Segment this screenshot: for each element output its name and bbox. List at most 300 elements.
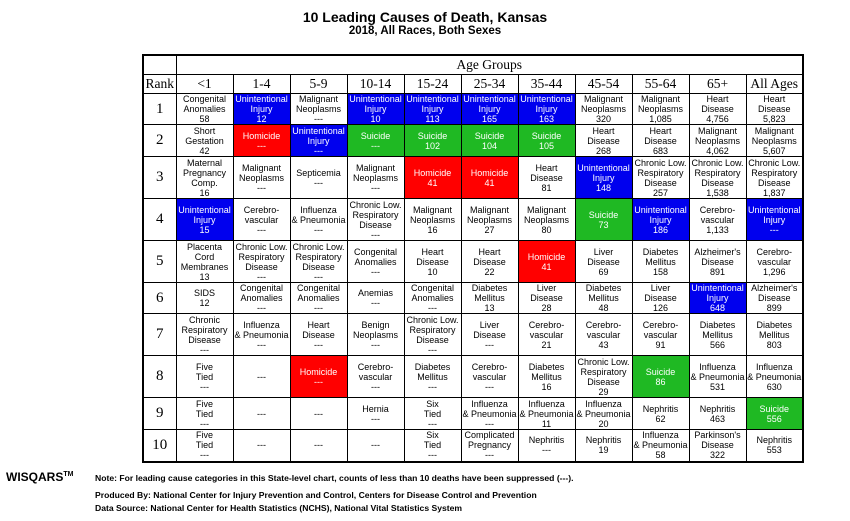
cause-label: Suicide — [417, 130, 448, 141]
cause-label: Unintentional Injury — [235, 94, 288, 114]
cause-cell — [461, 314, 518, 356]
cause-cell — [575, 283, 632, 314]
rank-cell: 10 — [143, 430, 176, 462]
cause-label: SIDS — [193, 288, 215, 298]
cause-cell — [347, 157, 404, 199]
logo-trademark: TM — [63, 471, 74, 478]
cause-cell — [461, 157, 518, 199]
cause-cell — [290, 430, 347, 462]
death-count: --- — [428, 381, 437, 392]
cause-cell — [347, 199, 404, 241]
death-count: --- — [428, 344, 437, 355]
cause-label: Liver Disease — [644, 283, 677, 303]
death-count: --- — [371, 413, 380, 424]
death-count: 257 — [652, 187, 669, 198]
death-count: 165 — [481, 114, 498, 124]
cause-label: Homicide — [470, 167, 509, 178]
cause-label: Chronic Low. Respiratory Disease — [748, 157, 801, 188]
cause-cell — [689, 314, 746, 356]
death-count: --- — [428, 418, 437, 429]
cause-cell — [518, 199, 575, 241]
death-count: --- — [371, 229, 380, 240]
age-column-header: All Ages — [746, 75, 803, 94]
cause-cell — [404, 199, 461, 241]
cause-label: Hernia — [362, 403, 389, 414]
age-column-header: 25-34 — [461, 75, 518, 94]
cause-label: Congenital Anomalies — [182, 94, 227, 114]
cause-cell — [746, 94, 803, 125]
death-count: --- — [314, 408, 323, 419]
death-count: --- — [428, 450, 437, 461]
cause-cell — [176, 314, 233, 356]
cause-cell — [689, 199, 746, 241]
cause-cell — [461, 283, 518, 314]
cause-label: Diabetes Mellitus — [471, 283, 508, 303]
age-column-header: 1-4 — [233, 75, 290, 94]
rank-cell: 7 — [143, 314, 176, 356]
death-count: --- — [257, 408, 266, 419]
age-column-header: 35-44 — [518, 75, 575, 94]
cause-cell — [290, 283, 347, 314]
wisqars-logo — [6, 470, 73, 484]
death-count: 4,756 — [706, 114, 729, 124]
cause-label: Benign Neoplasms — [352, 319, 399, 340]
cause-cell — [404, 94, 461, 125]
cause-label: Heart Disease — [530, 162, 563, 183]
age-column-header: 5-9 — [290, 75, 347, 94]
cause-cell — [746, 283, 803, 314]
cause-label: Unintentional Injury — [463, 94, 516, 114]
cause-label: Complicated Pregnancy — [464, 430, 515, 451]
death-count: 86 — [655, 376, 666, 387]
death-count: --- — [257, 224, 266, 235]
cause-cell — [575, 241, 632, 283]
cause-cell — [290, 94, 347, 125]
cause-cell — [632, 430, 689, 462]
cause-label: Suicide — [588, 209, 619, 220]
cause-cell — [689, 430, 746, 462]
cause-label: Suicide — [531, 130, 562, 141]
cause-label: Five Tied — [195, 430, 214, 451]
table-row — [143, 356, 803, 398]
cause-label: Unintentional Injury — [691, 283, 744, 303]
cause-cell — [746, 430, 803, 462]
death-count: --- — [257, 440, 266, 451]
death-count: --- — [371, 266, 380, 277]
cause-cell — [404, 314, 461, 356]
death-count: 41 — [427, 177, 438, 188]
cause-label: Nephritis — [585, 435, 622, 446]
column-header-row — [143, 75, 803, 94]
death-count: --- — [200, 418, 209, 429]
cause-cell — [689, 94, 746, 125]
rank-cell: 3 — [143, 157, 176, 199]
cause-label: Chronic Low. Respiratory Disease — [406, 314, 459, 345]
cause-cell — [347, 398, 404, 430]
cause-label: Unintentional Injury — [520, 94, 573, 114]
cause-cell — [347, 94, 404, 125]
age-groups-header: Age Groups — [176, 55, 803, 75]
cause-cell — [518, 283, 575, 314]
death-count: --- — [371, 298, 380, 308]
cause-label: Diabetes Mellitus — [756, 319, 793, 340]
cause-cell — [233, 157, 290, 199]
cause-cell — [746, 314, 803, 356]
death-count: 113 — [425, 114, 440, 124]
death-count: 105 — [538, 140, 555, 151]
death-count: 62 — [655, 413, 666, 424]
death-count: 10 — [427, 266, 438, 277]
cause-label: Placenta Cord Membranes — [180, 241, 229, 272]
cause-cell — [689, 241, 746, 283]
table-row — [143, 430, 803, 462]
cause-cell — [746, 398, 803, 430]
cause-cell — [233, 430, 290, 462]
cause-label: Homicide — [527, 251, 566, 262]
cause-cell — [461, 430, 518, 462]
cause-cell — [233, 94, 290, 125]
cause-label: Malignant Neoplasms — [751, 125, 797, 146]
cause-label: Nephritis — [756, 435, 792, 446]
cause-label: Heart Disease — [473, 246, 506, 267]
cause-cell — [404, 283, 461, 314]
cause-cell — [290, 356, 347, 398]
cause-label: Nephritis — [642, 403, 679, 414]
death-count: --- — [314, 271, 323, 282]
rank-cell: 8 — [143, 356, 176, 398]
cause-label: Chronic Low. Respiratory Disease — [634, 157, 687, 188]
death-count: 186 — [652, 224, 669, 235]
cause-cell — [233, 398, 290, 430]
cause-label: Six Tied — [423, 430, 442, 451]
age-column-header: <1 — [176, 75, 233, 94]
leading-causes-table — [142, 54, 804, 463]
cause-label: Diabetes Mellitus — [585, 283, 622, 303]
cause-label: Influenza & Pneumonia — [462, 398, 517, 419]
death-count: 19 — [598, 445, 609, 456]
cause-cell — [689, 157, 746, 199]
death-count: --- — [314, 114, 323, 124]
cause-label: Heart Disease — [587, 125, 620, 146]
cause-cell — [575, 157, 632, 199]
table-row — [143, 94, 803, 125]
death-count: 320 — [595, 114, 612, 124]
cause-label: Cerebro- vascular — [243, 204, 280, 225]
cause-label: Unintentional Injury — [292, 125, 345, 146]
cause-cell — [404, 157, 461, 199]
age-column-header: 65+ — [689, 75, 746, 94]
cause-label: Heart Disease — [644, 125, 677, 146]
cause-cell — [176, 241, 233, 283]
death-count: --- — [371, 440, 380, 451]
cause-label: Diabetes Mellitus — [642, 246, 679, 267]
cause-label: Chronic Respiratory Disease — [181, 314, 228, 345]
cause-label: Heart Disease — [302, 319, 335, 340]
cause-cell — [632, 398, 689, 430]
cause-label: Malignant Neoplasms — [466, 204, 513, 225]
cause-cell — [518, 398, 575, 430]
cause-label: Malignant Neoplasms — [409, 204, 456, 225]
death-count: 16 — [427, 224, 438, 235]
cause-label: Influenza & Pneumonia — [519, 398, 574, 419]
cause-cell — [290, 125, 347, 157]
death-count: 42 — [199, 145, 210, 156]
cause-label: Congenital Anomalies — [410, 283, 455, 303]
cause-cell — [518, 356, 575, 398]
cause-cell — [518, 241, 575, 283]
cause-cell — [518, 125, 575, 157]
death-count: --- — [314, 440, 323, 451]
death-count: 12 — [256, 114, 267, 124]
cause-cell — [233, 314, 290, 356]
death-count: 58 — [199, 114, 210, 124]
cause-label: Unintentional Injury — [406, 94, 459, 114]
cause-cell — [518, 94, 575, 125]
cause-cell — [632, 125, 689, 157]
cause-cell — [347, 125, 404, 157]
cause-cell — [575, 356, 632, 398]
cause-cell — [176, 157, 233, 199]
death-count: --- — [485, 381, 494, 392]
cause-cell — [575, 430, 632, 462]
cause-label: Malignant Neoplasms — [238, 162, 285, 183]
cause-label: Chronic Low. Respiratory Disease — [691, 157, 744, 188]
cause-label: Diabetes Mellitus — [699, 319, 736, 340]
death-count: 73 — [598, 219, 609, 230]
cause-cell — [575, 314, 632, 356]
cause-label: Parkinson's Disease — [694, 430, 741, 451]
cause-cell — [461, 94, 518, 125]
death-count: --- — [314, 177, 323, 188]
group-header-row — [143, 55, 803, 75]
age-column-header: 10-14 — [347, 75, 404, 94]
cause-label: Cerebro- vascular — [642, 319, 679, 340]
cause-cell — [176, 199, 233, 241]
cause-cell — [632, 356, 689, 398]
cause-cell — [233, 241, 290, 283]
cause-cell — [518, 157, 575, 199]
death-count: 553 — [766, 445, 782, 456]
logo-text: WISQARS — [6, 470, 64, 484]
cause-cell — [746, 356, 803, 398]
cause-label: Suicide — [759, 403, 790, 414]
death-count: 27 — [484, 224, 495, 235]
death-count: 91 — [655, 339, 666, 350]
death-count: 15 — [199, 224, 210, 235]
cause-cell — [404, 241, 461, 283]
death-count: 13 — [199, 271, 210, 282]
death-count: 891 — [709, 266, 726, 277]
table-row — [143, 157, 803, 199]
cause-label: Liver Disease — [587, 246, 620, 267]
cause-cell — [461, 398, 518, 430]
rank-cell: 1 — [143, 94, 176, 125]
cause-label: Malignant Neoplasms — [580, 94, 627, 114]
death-count: --- — [371, 339, 380, 350]
rank-cell: 5 — [143, 241, 176, 283]
cause-label: Alzheimer's Disease — [751, 283, 798, 303]
cause-cell — [176, 430, 233, 462]
cause-cell — [746, 157, 803, 199]
cause-cell — [347, 314, 404, 356]
cause-cell — [689, 398, 746, 430]
cause-label: Malignant Neoplasms — [295, 94, 342, 114]
rank-cell: 9 — [143, 398, 176, 430]
cause-cell — [347, 283, 404, 314]
cause-label: Influenza & Pneumonia — [291, 204, 346, 225]
death-count: 899 — [766, 303, 782, 313]
cause-label: Influenza & Pneumonia — [633, 430, 688, 451]
cause-label: Heart Disease — [416, 246, 449, 267]
cause-label: Chronic Low. Respiratory Disease — [577, 356, 630, 387]
cause-label: Heart Disease — [757, 94, 791, 114]
death-count: --- — [257, 303, 266, 313]
cause-label: Congenital Anomalies — [296, 283, 341, 303]
cause-cell — [575, 125, 632, 157]
cause-label: Homicide — [413, 167, 452, 178]
cause-cell — [290, 398, 347, 430]
death-count: 463 — [709, 413, 726, 424]
cause-cell — [632, 157, 689, 199]
suppression-note: Note: For leading cause categories in this State-level chart, counts of less than 10 deaths have been suppressed (---). — [95, 473, 574, 483]
death-count: 1,538 — [706, 187, 729, 198]
table-row — [143, 314, 803, 356]
death-count: 22 — [484, 266, 495, 277]
cause-cell — [404, 398, 461, 430]
cause-label: Five Tied — [195, 398, 214, 419]
cause-cell — [404, 125, 461, 157]
death-count: 28 — [541, 303, 552, 313]
death-count: --- — [314, 376, 323, 387]
cause-cell — [233, 283, 290, 314]
death-count: 21 — [541, 339, 552, 350]
cause-label: Anemias — [357, 288, 393, 298]
death-count: 5,823 — [762, 114, 786, 124]
table-row — [143, 398, 803, 430]
death-count: 126 — [652, 303, 669, 313]
cause-label: Diabetes Mellitus — [528, 361, 565, 382]
death-count: --- — [257, 140, 266, 151]
death-count: 10 — [370, 114, 381, 124]
death-count: 148 — [595, 182, 612, 193]
cause-label: Septicemia — [296, 167, 341, 178]
death-count: 648 — [709, 303, 726, 313]
cause-label: Unintentional Injury — [747, 204, 801, 225]
cause-label: Cerebro- vascular — [699, 204, 736, 225]
cause-label: Suicide — [360, 130, 391, 141]
cause-cell — [233, 199, 290, 241]
cause-cell — [347, 241, 404, 283]
death-count: --- — [314, 145, 323, 156]
age-column-header: 55-64 — [632, 75, 689, 94]
death-count: 102 — [424, 140, 441, 151]
cause-cell — [347, 356, 404, 398]
death-count: 566 — [709, 339, 726, 350]
produced-by: Produced By: National Center for Injury Prevention and Control, Centers for Disease Control and Prevention — [95, 490, 537, 500]
death-count: --- — [485, 450, 494, 461]
death-count: --- — [485, 418, 494, 429]
death-count: 1,133 — [706, 224, 729, 235]
cause-cell — [632, 199, 689, 241]
death-count: 683 — [652, 145, 669, 156]
death-count: 531 — [709, 381, 726, 392]
cause-cell — [290, 199, 347, 241]
cause-label: Cerebro- vascular — [471, 361, 508, 382]
cause-cell — [746, 199, 803, 241]
cause-cell — [461, 125, 518, 157]
cause-cell — [518, 314, 575, 356]
cause-label: Five Tied — [195, 361, 214, 382]
cause-cell — [632, 241, 689, 283]
cause-label: Cerebro- vascular — [756, 246, 792, 267]
cause-cell — [290, 157, 347, 199]
cause-label: Short Gestation — [185, 125, 224, 146]
death-count: --- — [257, 371, 266, 382]
death-count: 48 — [598, 303, 609, 313]
death-count: 5,607 — [762, 145, 786, 156]
death-count: 1,085 — [649, 114, 672, 124]
cause-cell — [176, 125, 233, 157]
death-count: 268 — [595, 145, 612, 156]
death-count: 163 — [538, 114, 555, 124]
death-count: --- — [314, 303, 323, 313]
cause-cell — [632, 283, 689, 314]
cause-cell — [689, 356, 746, 398]
cause-cell — [746, 241, 803, 283]
death-count: --- — [371, 140, 380, 151]
cause-label: Chronic Low. Respiratory Disease — [292, 241, 345, 272]
cause-label: Suicide — [474, 130, 505, 141]
cause-cell — [689, 283, 746, 314]
cause-label: Malignant Neoplasms — [352, 162, 399, 183]
cause-cell — [404, 356, 461, 398]
death-count: 556 — [766, 413, 782, 424]
cause-label: Influenza & Pneumonia — [690, 361, 745, 382]
table-row — [143, 125, 803, 157]
cause-label: Cerebro- vascular — [357, 361, 394, 382]
cause-label: Cerebro- vascular — [585, 319, 622, 340]
cause-label: Unintentional Injury — [178, 204, 231, 225]
chart-title: 10 Leading Causes of Death, Kansas — [302, 9, 548, 25]
cause-cell — [176, 356, 233, 398]
data-source: Data Source: National Center for Health Statistics (NCHS), National Vital Statistics System — [95, 503, 463, 513]
death-count: 69 — [598, 266, 609, 277]
rank-cell: 4 — [143, 199, 176, 241]
death-count: --- — [769, 224, 779, 235]
cause-label: Heart Disease — [701, 94, 734, 114]
cause-cell — [518, 430, 575, 462]
death-count: 13 — [484, 303, 495, 313]
death-count: 41 — [484, 177, 495, 188]
death-count: --- — [257, 182, 266, 193]
death-count: --- — [200, 381, 209, 392]
death-count: 4,062 — [706, 145, 729, 156]
death-count: 322 — [709, 450, 726, 461]
death-count: --- — [200, 450, 209, 461]
cause-label: Liver Disease — [473, 319, 506, 340]
rank-cell: 2 — [143, 125, 176, 157]
cause-cell — [176, 283, 233, 314]
cause-cell — [347, 430, 404, 462]
cause-label: Alzheimer's Disease — [694, 246, 741, 267]
death-count: --- — [371, 182, 380, 193]
death-count: 20 — [598, 418, 609, 429]
cause-cell — [461, 199, 518, 241]
cause-label: Suicide — [645, 366, 676, 377]
cause-cell — [461, 241, 518, 283]
death-count: --- — [257, 339, 266, 350]
death-count: 81 — [541, 182, 552, 193]
